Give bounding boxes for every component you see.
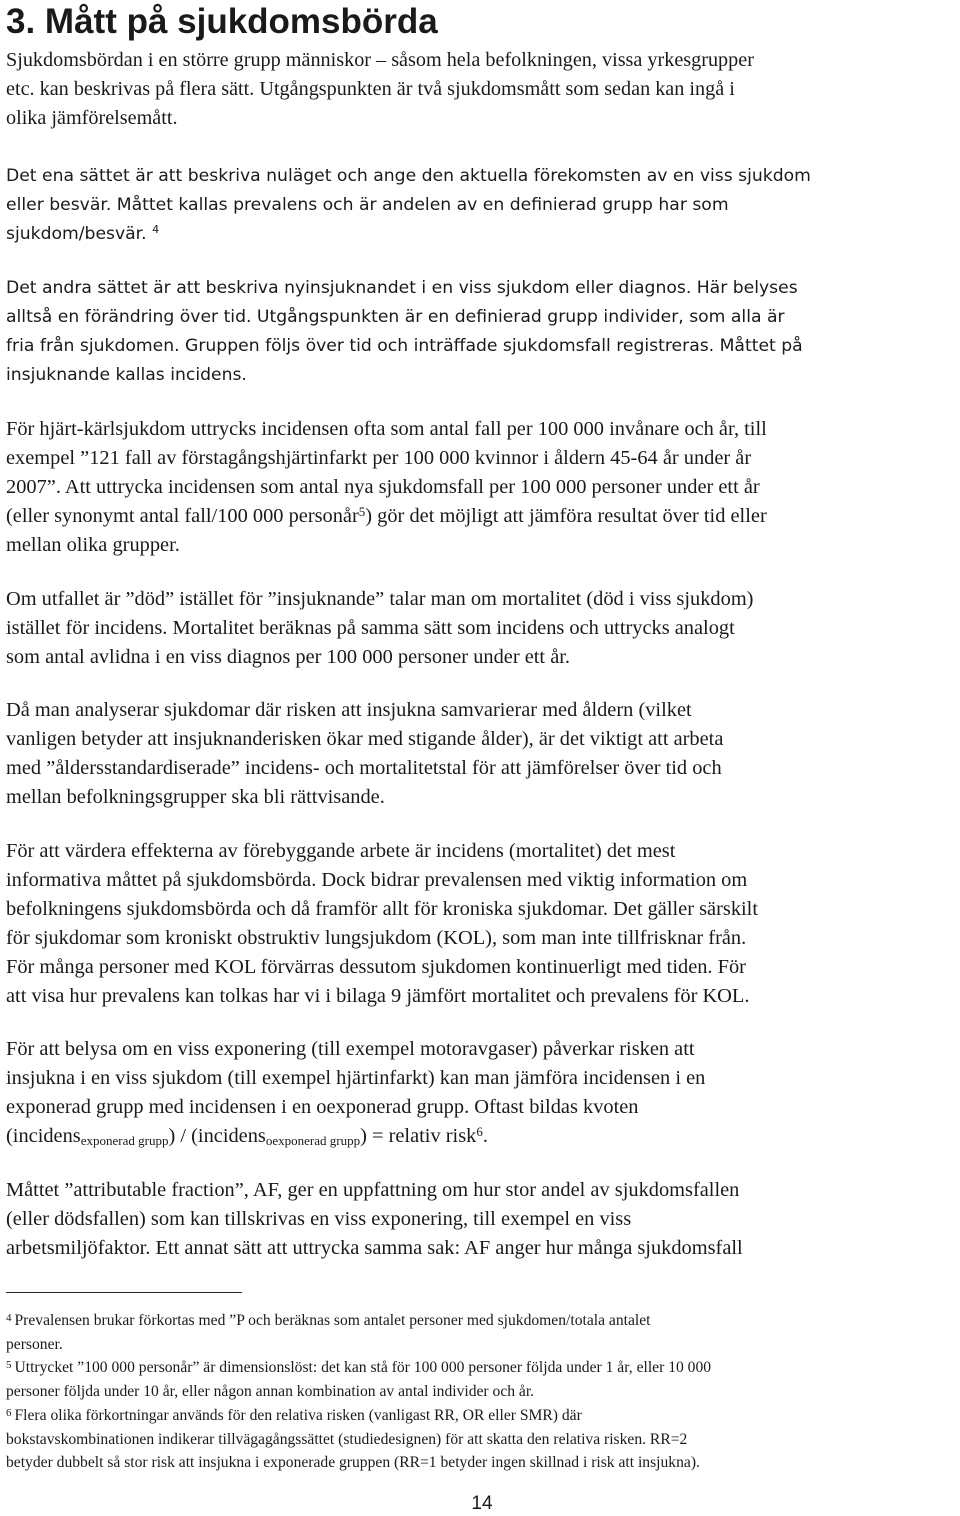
text-line: att visa hur prevalens kan tolkas har vi i bilaga 9 jämfört mortalitet och prevalens för KOL. [6,985,750,1007]
footnote-line [6,1402,954,1428]
text-line: olika jämförelsemått. [6,107,178,129]
subscript: exponerad grupp [80,1133,169,1148]
text-line: För många personer med KOL förvärras dessutom sjukdomen kontinuerligt med tiden. För [6,956,746,978]
footnote-line [6,1307,954,1333]
text-line: för sjukdomar som kroniskt obstruktiv lungsjukdom (KOL), som man inte tillfrisknar från. [6,927,747,949]
footnote-mark: 4 [6,1312,12,1324]
text-segment: sjukdom/besvär. [6,224,147,244]
text-line: mellan befolkningsgrupper ska bli rättvisande. [6,786,385,808]
footnote-mark: 5 [6,1359,12,1371]
text-line: Då man analyserar sjukdomar där risken att insjukna samvarierar med åldern (vilket [6,699,692,721]
text-line: För hjärt-kärlsjukdom uttrycks incidensen ofta som antal fall per 100 000 invånare och år, till [6,418,767,440]
text-line: (eller dödsfallen) som kan tillskrivas en viss exponering, till exempel en viss [6,1208,632,1230]
text-line [6,502,954,531]
intro-paragraph [6,46,954,133]
section-heading: 3. Mått på sjukdomsbörda [6,2,438,41]
footnote-4 [6,1307,954,1356]
af-paragraph [6,1176,954,1263]
text-segment: Uttrycket ”100 000 personår” är dimensionslöst: det kan stå för 100 000 personer följda under 1 år, eller 10 000 [14,1359,712,1376]
footnote-ref-4[interactable]: 4 [152,223,160,236]
text-line: Sjukdomsbördan i en större grupp människor – såsom hela befolkningen, vissa yrkesgrupper [6,49,754,71]
text-segment: . [482,1125,488,1147]
text-segment: Prevalensen brukar förkortas med ”P och beräknas som antalet personer med sjukdomen/totala antalet [14,1312,651,1329]
text-line: arbetsmiljöfaktor. Ett annat sätt att uttrycka samma sak: AF anger hur många sjukdomsfall [6,1237,743,1259]
text-line: insjukna i en viss sjukdom (till exempel hjärtinfarkt) kan man jämföra incidensen i en [6,1067,706,1089]
prevalence-paragraph [6,162,954,249]
text-line: istället för incidens. Mortalitet beräknas på samma sätt som incidens och uttrycks analogt [6,617,735,639]
footnote-ref-6[interactable]: 6 [476,1124,483,1139]
footnote-5 [6,1354,954,1403]
text-line: informativa måttet på sjukdomsbörda. Dock bidrar prevalensen med viktig information om [6,869,748,891]
age-paragraph [6,696,954,812]
text-line [6,220,954,249]
text-line: För att belysa om en viss exponering (till exempel motoravgaser) påverkar risken att [6,1038,695,1060]
mortality-paragraph [6,585,954,672]
text-line: Måttet ”attributable fraction”, AF, ger en uppfattning om hur stor andel av sjukdomsfallen [6,1179,740,1201]
page-number: 14 [471,1493,493,1514]
text-line: med ”åldersstandardiserade” incidens- och mortalitetstal för att jämförelser över tid och [6,757,722,779]
text-line: eller besvär. Måttet kallas prevalens och är andelen av en definierad grupp har som [6,195,729,215]
text-line: alltså en förändring över tid. Utgångspunkten är en definierad grupp individer, som alla är [6,307,785,327]
text-segment: (eller synonymt antal fall/100 000 personår [6,505,359,527]
text-line: exponerad grupp med incidensen i en oexponerad grupp. Oftast bildas kvoten [6,1096,639,1118]
text-segment: ) = relativ risk [360,1125,477,1147]
footnote-mark: 6 [6,1407,12,1419]
text-segment: ) / (incidens [168,1125,266,1147]
text-line: mellan olika grupper. [6,534,180,556]
text-line: Det andra sättet är att beskriva nyinsjuknandet i en viss sjukdom eller diagnos. Här belyses [6,278,798,298]
relative-risk-formula [6,1122,954,1151]
subscript: oexponerad grupp [265,1133,361,1148]
footnote-line: personer följda under 10 år, eller någon annan kombination av antal individer och år. [6,1382,535,1400]
text-line: Om utfallet är ”död” istället för ”insjuknande” talar man om mortalitet (död i viss sjukdom) [6,588,754,610]
exposure-paragraph [6,1035,954,1151]
text-line: som antal avlidna i en viss diagnos per 100 000 personer under ett år. [6,646,571,668]
text-line: För att värdera effekterna av förebyggande arbete är incidens (mortalitet) det mest [6,840,676,862]
footnote-line: personer. [6,1335,63,1353]
text-line: fria från sjukdomen. Gruppen följs över tid och inträffade sjukdomsfall registreras. Måttet på [6,336,803,356]
text-segment: ) gör det möjligt att jämföra resultat över tid eller [365,505,767,527]
prevention-paragraph [6,837,954,1011]
text-line: 2007”. Att uttrycka incidensen som antal nya sjukdomsfall per 100 000 personer under ett år [6,476,760,498]
footnote-divider [6,1292,242,1293]
text-line: Det ena sättet är att beskriva nuläget och ange den aktuella förekomsten av en viss sjukdom [6,166,811,186]
text-segment: (incidens [6,1125,81,1147]
text-line: befolkningens sjukdomsbörda och då framför allt för kroniska sjukdomar. Det gäller särskilt [6,898,759,920]
text-line: insjuknande kallas incidens. [6,365,247,385]
incidence-paragraph [6,274,954,390]
text-line: vanligen betyder att insjuknanderisken ökar med stigande ålder), är det viktigt att arbeta [6,728,724,750]
footnote-line: betyder dubbelt så stor risk att insjukna i exponerade gruppen (RR=1 betyder ingen skillnad i risk att insjukna). [6,1454,700,1471]
footnote-ref-5[interactable]: 5 [358,504,366,519]
footnote-line: bokstavskombinationen indikerar tillvägagångssättet (studiedesignen) för att skatta den relativa risken. RR=2 [6,1430,688,1448]
footnote-line [6,1354,954,1380]
heart-paragraph [6,415,954,560]
footnote-6 [6,1402,954,1475]
text-segment: Flera olika förkortningar används för den relativa risken (vanligast RR, OR eller SMR) där [14,1407,582,1424]
text-line: etc. kan beskrivas på flera sätt. Utgångspunkten är två sjukdomsmått som sedan kan ingå i [6,78,735,100]
text-line: exempel ”121 fall av förstagångshjärtinfarkt per 100 000 kvinnor i åldern 45-64 år under år [6,447,752,469]
